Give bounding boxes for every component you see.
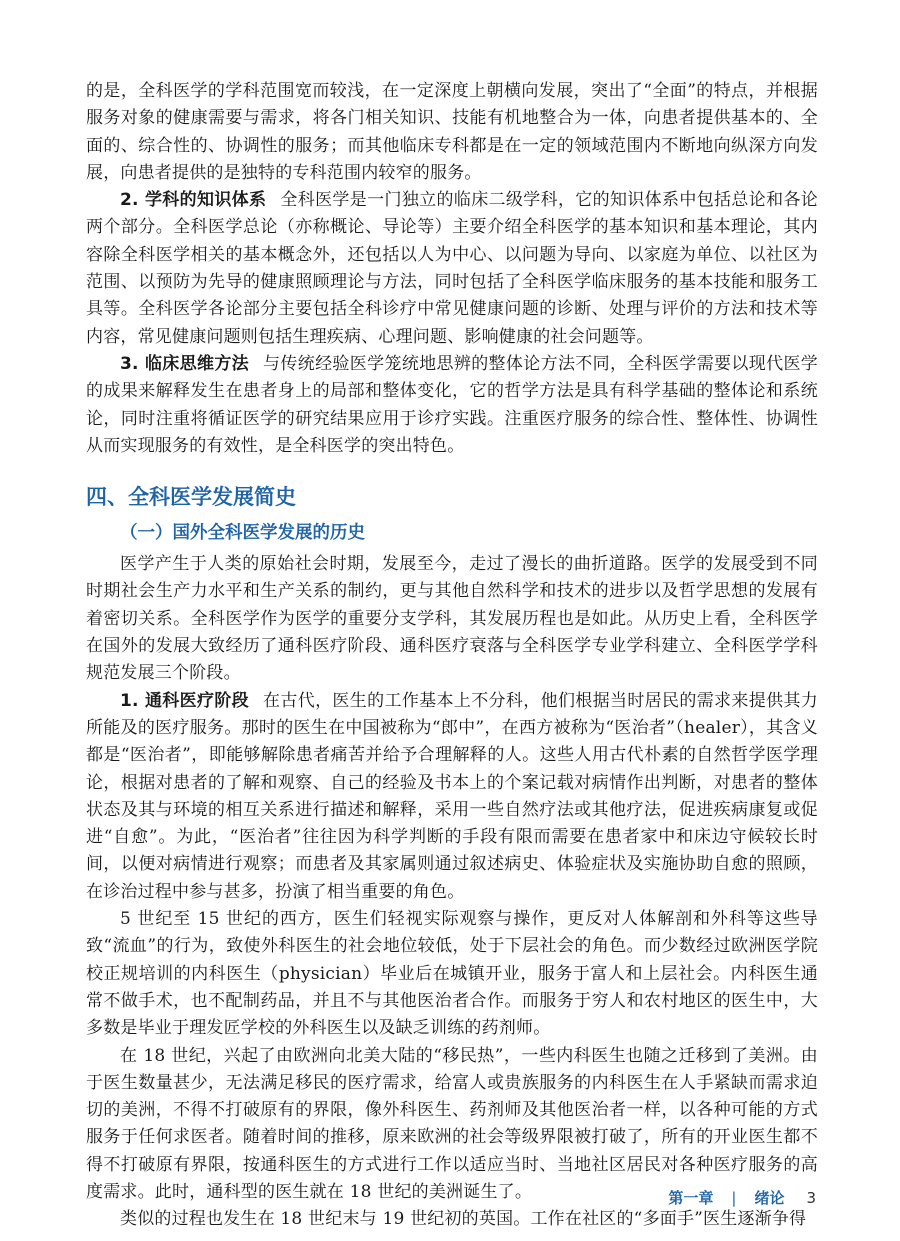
paragraph-18-century: 在 18 世纪，兴起了由欧洲向北美大陆的“移民热”，一些内科医生也随之迁移到了美洲。由于医生数量甚少，无法满足移民的医疗需求，给富人或贵族服务的内科医生在人手紧缺而需求迫切的美洲，不得不打破原有的界限，像外科医生、药剂师及其他医治者一样，以各种可能的方式服务于任何求医者。随着时间的推移，原来欧洲的社会等级界限被打破了，所有的开业医生都不得不打破原有界限，按通科医生的方式进行工作以适应当时、当地社区居民对各种医疗服务的高度需求。此时，通科型的医生就在 18 世纪的美洲诞生了。 (86, 1045, 818, 1202)
item-text-knowledge-system: 全科医学是一门独立的临床二级学科，它的知识体系中包括总论和各论两个部分。全科医学总论（亦称概论、导论等）主要介绍全科医学的基本知识和基本理论，其内容除全科医学相关的基本概念外，还包括以人为中心、以问题为导向、以家庭为单位、以社区为范围、以预防为先导的健康照顾理论与方法，同时包括了全科医学临床服务的基本技能和服务工具等。全科医学各论部分主要包括全科诊疗中常见健康问题的诊断、处理与评价的方法和技术等内容，常见健康问题则包括生理疾病、心理问题、影响健康的社会问题等。 (86, 190, 818, 347)
item-lead-clinical-thinking: 3. 临床思维方法 (120, 353, 250, 374)
item-lead-general-practice-stage: 1. 通科医疗阶段 (120, 690, 250, 711)
paragraph-continued: 的是，全科医学的学科范围宽而较浅，在一定深度上朝横向发展，突出了“全面”的特点，并根据服务对象的健康需要与需求，将各门相关知识、技能有机地整合为一体，向患者提供基本的、全面的、综合性的、协调性的服务；而其他临床专科都是在一定的领域范围内不断地向纵深方向发展，向患者提供的是独特的专科范围内较窄的服务。 (86, 81, 818, 183)
paragraph-clinical-thinking (86, 351, 818, 460)
paragraph-history-intro: 医学产生于人类的原始社会时期，发展至今，走过了漫长的曲折道路。医学的发展受到不同时期社会生产力水平和生产关系的制约，更与其他自然科学和技术的进步以及哲学思想的发展有着密切关系。全科医学作为医学的重要分支学科，其发展历程也是如此。从历史上看，全科医学在国外的发展大致经历了通科医疗阶段、通科医疗衰落与全科医学专业学科建立、全科医学学科规范发展三个阶段。 (86, 554, 818, 684)
item-text-clinical-thinking: 与传统经验医学笼统地思辨的整体论方法不同，全科医学需要以现代医学的成果来解释发生在患者身上的局部和整体变化，它的哲学方法是具有科学基础的整体论和系统论，同时注重将循证医学的研究结果应用于诊疗实践。注重医疗服务的综合性、整体性、协调性从而实现服务的有效性，是全科医学的突出特色。 (86, 353, 818, 456)
page-body (86, 78, 818, 1234)
item-lead-knowledge-system: 2. 学科的知识体系 (120, 190, 267, 211)
page-number: 3 (806, 1188, 816, 1207)
section-heading: 四、全科医学发展简史 (86, 485, 296, 510)
subsection-heading: （一）国外全科医学发展的历史 (120, 523, 365, 544)
paragraph-5-15-century: 5 世纪至 15 世纪的西方，医生们轻视实际观察与操作，更反对人体解剖和外科等这些导致“流血”的行为，致使外科医生的社会地位较低，处于下层社会的角色。而少数经过欧洲医学院校正规培训的内科医生（physician）毕业后在城镇开业，服务于富人和上层社会。内科医生通常不做手术，也不配制药品，并且不与其他医治者合作。而服务于穷人和农村地区的医生中，大多数是毕业于理发匠学校的外科医生以及缺乏训练的药剂师。 (86, 909, 818, 1039)
paragraph-general-practice-stage (86, 688, 818, 906)
item-text-general-practice-stage: 在古代，医生的工作基本上不分科，他们根据当时居民的需求来提供其力所能及的医疗服务。那时的医生在中国被称为“郎中”，在西方被称为“医治者”（healer），其含义都是“医治者”，即能够解除患者痛苦并给予合理解释的人。这些人用古代朴素的自然哲学医学理论，根据对患者的了解和观察、自己的经验及书本上的个案记载对病情作出判断，对患者的整体状态及其与环境的相互关系进行描述和解释，采用一些自然疗法或其他疗法，促进疾病康复或促进“自愈”。为此，“医治者”往往因为科学判断的手段有限而需要在患者家中和床边守候较长时间，以便对病情进行观察；而患者及其家属则通过叙述病史、体验症状及实施协助自愈的照顾，在诊治过程中参与甚多，扮演了相当重要的角色。 (86, 690, 818, 902)
paragraph-knowledge-system (86, 187, 818, 351)
footer-separator: | (731, 1188, 737, 1207)
paragraph-19-century: 类似的过程也发生在 18 世纪末与 19 世纪初的英国。工作在社区的“多面手”医生逐渐争得 (120, 1209, 807, 1230)
footer-chapter-title: 绪论 (754, 1189, 785, 1207)
footer-chapter: 第一章 (668, 1189, 714, 1207)
page-footer (668, 1187, 816, 1208)
